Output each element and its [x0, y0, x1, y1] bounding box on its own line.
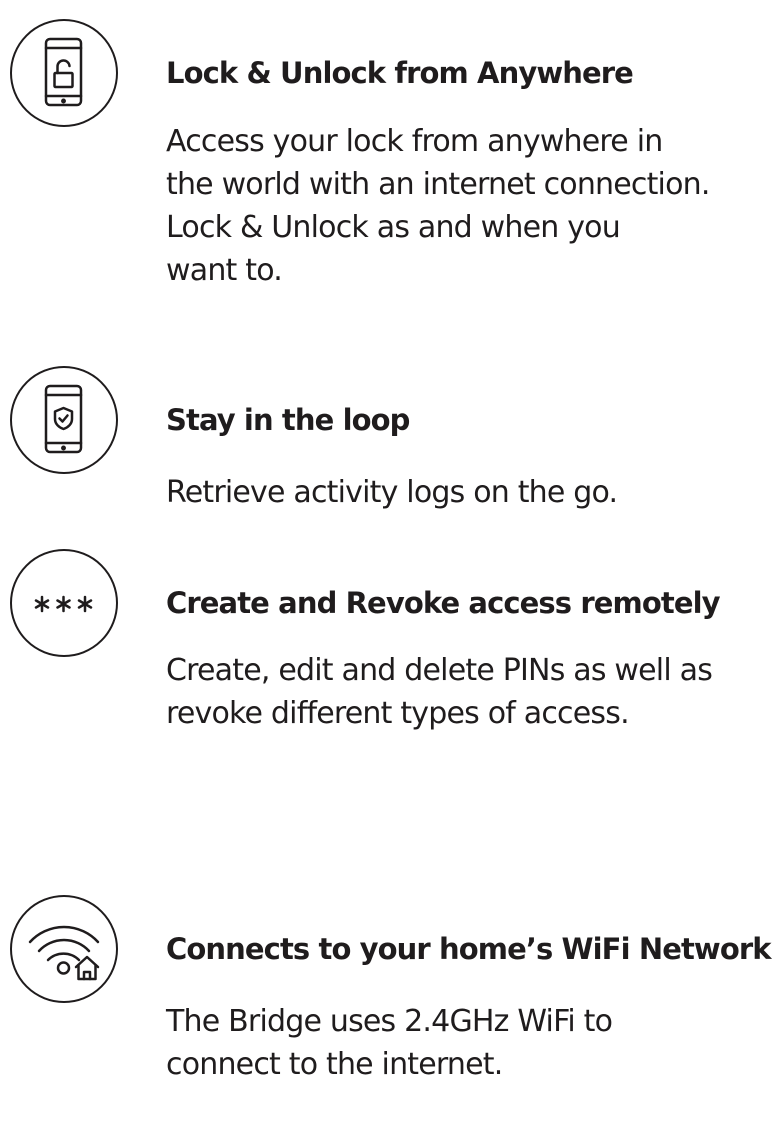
- feature-title: Create and Revoke access remotely: [166, 586, 720, 620]
- description-line: revoke different types of access.: [166, 696, 629, 731]
- description-line: Lock & Unlock as and when you: [166, 210, 620, 245]
- feature-description: [166, 471, 617, 514]
- wifi-home-icon: [10, 895, 118, 1003]
- feature-title: Connects to your home’s WiFi Network: [166, 932, 771, 966]
- description-line: Retrieve activity logs on the go.: [166, 475, 618, 510]
- pin-asterisks-icon: [10, 549, 118, 657]
- feature-description: [166, 1000, 612, 1086]
- description-line: the world with an internet connection.: [166, 167, 710, 202]
- description-line: The Bridge uses 2.4GHz WiFi to: [166, 1004, 613, 1039]
- phone-shield-icon: [10, 366, 118, 474]
- description-line: connect to the internet.: [166, 1047, 503, 1082]
- feature-description: [166, 649, 712, 735]
- feature-title: Lock & Unlock from Anywhere: [166, 56, 633, 90]
- feature-description: [166, 120, 710, 292]
- phone-unlock-icon: [10, 19, 118, 127]
- description-line: Access your lock from anywhere in: [166, 124, 663, 159]
- description-line: want to.: [166, 253, 282, 288]
- feature-title: Stay in the loop: [166, 403, 410, 437]
- description-line: Create, edit and delete PINs as well as: [166, 653, 713, 688]
